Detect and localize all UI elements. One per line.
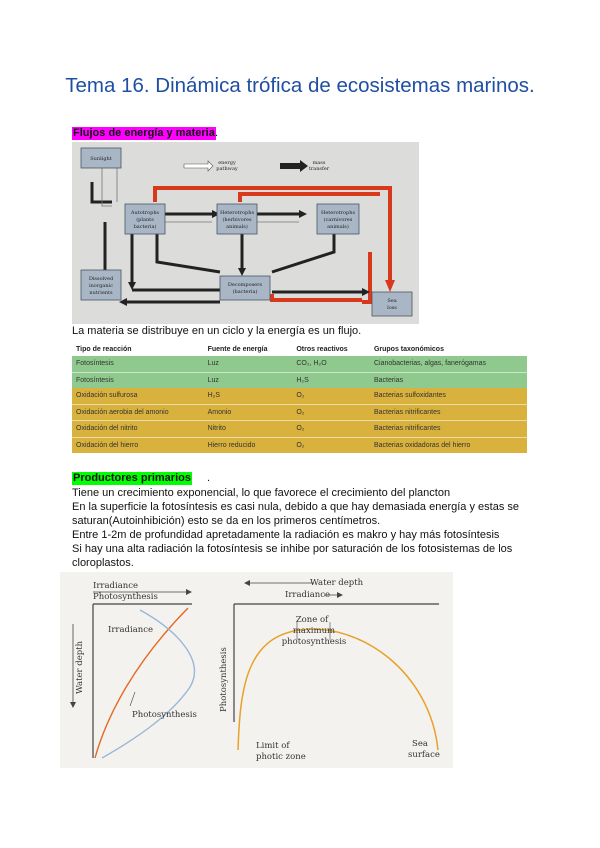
table-cell: Bacterias nitrificantes — [370, 421, 527, 438]
left-axis-label: Water depth — [75, 640, 85, 694]
svg-text:(plants: (plants — [136, 217, 154, 223]
svg-text:Dissolved: Dissolved — [88, 276, 114, 282]
svg-text:(bacteria): (bacteria) — [232, 289, 258, 295]
table-cell: Bacterias nitrificantes — [370, 404, 527, 421]
svg-text:Sunlight: Sunlight — [90, 156, 112, 162]
box-carnivores — [317, 204, 359, 234]
table-cell: H₂S — [204, 388, 293, 404]
label-irradiance-curve: Irradiance — [108, 625, 154, 635]
reaction-table — [72, 342, 527, 453]
table-cell: Nitrito — [204, 421, 293, 438]
table-cell: Fotosíntesis — [72, 356, 204, 372]
table-row — [72, 372, 527, 388]
left-top-label-irradiance: Irradiance — [93, 581, 139, 591]
zone-label-1: Zone of — [295, 615, 329, 625]
svg-text:Decomposers: Decomposers — [227, 282, 263, 288]
svg-text:(carnivores: (carnivores — [323, 217, 353, 223]
table-cell: Bacterias sulfoxidantes — [370, 388, 527, 404]
table-cell: O₂ — [292, 404, 370, 421]
zone-label-3: photosynthesis — [281, 637, 347, 647]
svg-text:Heterotrophs: Heterotrophs — [219, 210, 255, 216]
table-cell: O₂ — [292, 421, 370, 438]
col-header: Fuente de energía — [204, 342, 293, 356]
right-axis-label: Photosynthesis — [219, 647, 229, 712]
label-photosynthesis-curve: Photosynthesis — [132, 710, 197, 720]
energy-flow-diagram — [72, 142, 419, 324]
col-header: Grupos taxonómicos — [370, 342, 527, 356]
table-cell: Oxidación del nitrito — [72, 421, 204, 438]
right-top-label-depth: Water depth — [310, 578, 364, 588]
svg-text:nutrients: nutrients — [89, 290, 113, 296]
legend-energy-line2: pathway — [216, 166, 238, 172]
paragraph-growth: Tiene un crecimiento exponencial, lo que favorece el crecimiento del plancton — [72, 487, 451, 499]
left-top-label-photosynthesis: Photosynthesis — [93, 592, 158, 602]
table-cell: Fotosíntesis — [72, 372, 204, 388]
box-decomposers — [220, 276, 270, 300]
svg-text:Sea: Sea — [387, 298, 397, 304]
legend-energy-line1: energy — [218, 160, 236, 166]
box-sea-loss — [372, 292, 412, 316]
heading-period: . — [207, 472, 211, 484]
svg-text:Autotrophs: Autotrophs — [130, 210, 160, 216]
table-row — [72, 356, 527, 372]
table-cell: H₂S — [292, 372, 370, 388]
table-cell: Amonio — [204, 404, 293, 421]
box-herbivores — [217, 204, 257, 234]
svg-text:animals): animals) — [327, 224, 349, 230]
page-title: Tema 16. Dinámica trófica de ecosistemas marinos. — [65, 74, 535, 97]
table-row — [72, 437, 527, 453]
section-heading-energy: Flujos de energía y materia — [73, 127, 215, 139]
svg-text:Heterotrophs: Heterotrophs — [320, 210, 356, 216]
box-autotrophs — [125, 204, 165, 234]
table-row — [72, 388, 527, 404]
svg-text:bacteria): bacteria) — [133, 224, 157, 230]
table-cell: O₂ — [292, 388, 370, 404]
zone-label-2: maximum — [292, 626, 336, 636]
table-cell: Oxidación sulfurosa — [72, 388, 204, 404]
limit-label-1: Limit of — [256, 741, 290, 751]
paragraph-depth: Entre 1-2m de profundidad apretadamente la radiación es makro y hay más fotosíntesis — [72, 529, 500, 541]
table-cell: Oxidación aerobia del amonio — [72, 404, 204, 421]
sea-label-2: surface — [408, 750, 440, 760]
table-cell: Luz — [204, 356, 293, 372]
limit-label-2: photic zone — [256, 752, 306, 762]
table-cell: Bacterias oxidadoras del hierro — [370, 437, 527, 453]
table-cell: Oxidación del hierro — [72, 437, 204, 453]
box-nutrients — [81, 270, 121, 300]
table-cell: Luz — [204, 372, 293, 388]
table-cell: Hierro reducido — [204, 437, 293, 453]
svg-text:inorganic: inorganic — [88, 283, 114, 289]
table-row — [72, 404, 527, 421]
legend-mass-line1: mass — [312, 160, 326, 166]
table-cell: Bacterias — [370, 372, 527, 388]
legend-mass-line2: transfer — [308, 166, 330, 172]
photosynthesis-graphs — [60, 572, 453, 768]
svg-text:loss: loss — [387, 305, 397, 311]
col-header: Otros reactivos — [292, 342, 370, 356]
svg-text:(herbivores: (herbivores — [222, 217, 252, 223]
table-cell: CO₂, H₂O — [292, 356, 370, 372]
table-cell: O₂ — [292, 437, 370, 453]
matter-cycle-sentence: La materia se distribuye en un ciclo y la energía es un flujo. — [72, 325, 362, 337]
section-heading-producers: Productores primarios — [73, 472, 191, 484]
paragraph-saturation: Si hay una alta radiación la fotosíntesis se inhibe por saturación de los fotosistemas de los cloroplastos. — [72, 543, 513, 569]
sea-label-1: Sea — [412, 739, 428, 749]
svg-text:animals): animals) — [226, 224, 248, 230]
paragraph-surface: En la superficie la fotosíntesis es casi nula, debido a que hay demasiada energía y estas se saturan(Autoinhibición) esto se da en los primeros centímetros. — [72, 501, 519, 527]
table-row — [72, 421, 527, 438]
col-header: Tipo de reacción — [72, 342, 204, 356]
right-top-label-irradiance: Irradiance — [285, 590, 331, 600]
heading-period: . — [215, 127, 219, 139]
table-header — [72, 342, 527, 356]
box-sunlight — [81, 148, 121, 168]
table-cell: Cianobacterias, algas, fanerógamas — [370, 356, 527, 372]
